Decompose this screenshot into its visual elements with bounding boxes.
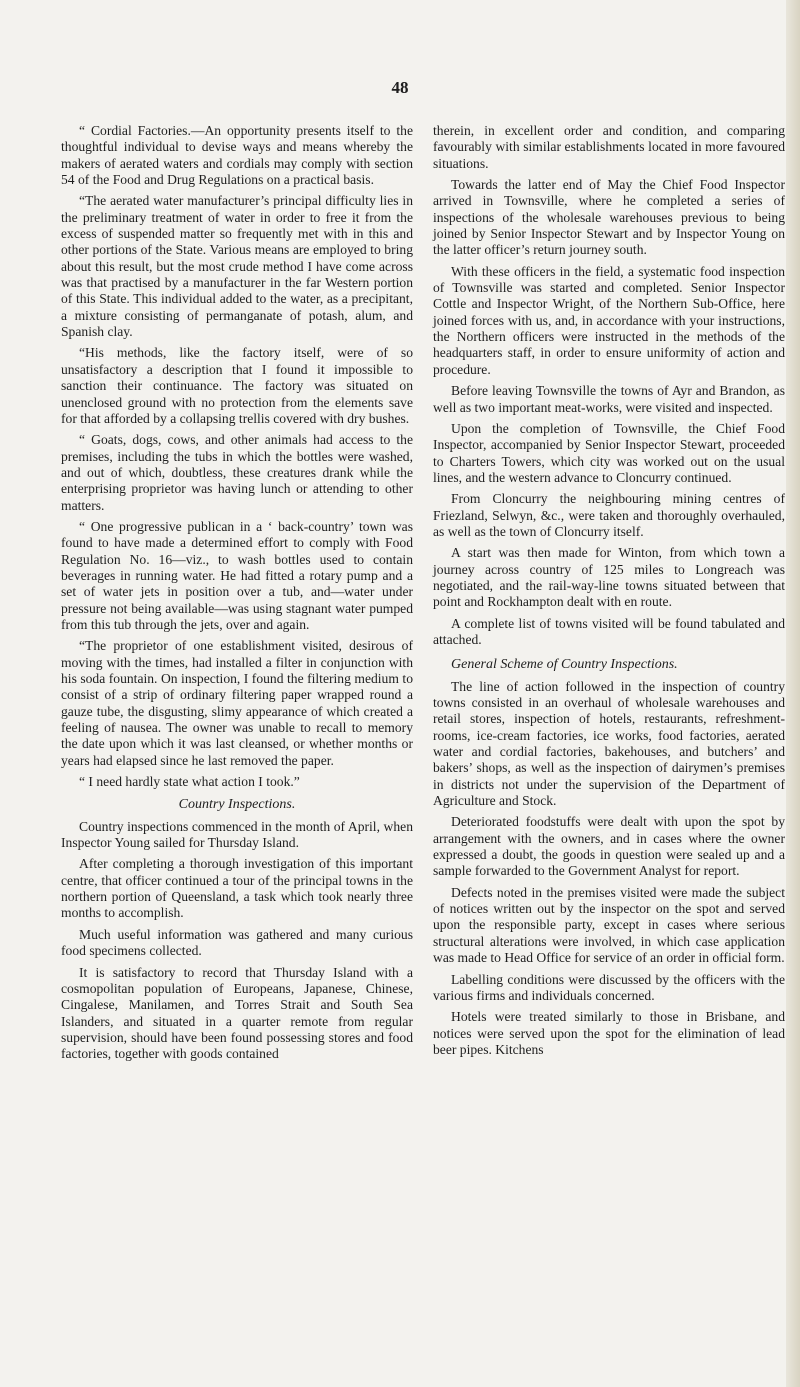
paragraph: “ Goats, dogs, cows, and other animals had access to the premises, including the tubs in which the bottles were washed, and out of which, doubtless, these creatures drank while the enterprising proprietor was having lunch or attending to other matters. <box>61 432 413 513</box>
paragraph: “ Cordial Factories.—An opportunity presents itself to the thoughtful individual to devise ways and means whereby the makers of aerated waters and cordials may comply with section 54 of the Food and Drug Regulations on a practical basis. <box>61 123 413 188</box>
section-heading-general-scheme: General Scheme of Country Inspections. <box>451 657 678 673</box>
paragraph: “ One progressive publican in a ‘ back-country’ town was found to have made a determined effort to comply with Food Regulation No. 16—viz., to wash bottles used to contain beverages in running water. He had fitted a rotary pump and a set of water jets in position over a tub, and—water under pressure not being available—was using stagnant water pumped from this tub through the jets, over and again. <box>61 518 413 632</box>
page-number: 48 <box>391 78 409 97</box>
paragraph: Much useful information was gathered and many curious food specimens collected. <box>61 926 413 959</box>
section-heading-country-inspections: Country Inspections. <box>178 797 296 813</box>
page-edge-shadow <box>786 0 800 1387</box>
paragraph: The line of action followed in the inspection of country towns consisted in an overhaul of wholesale warehouses and retail stores, inspection of hotels, restaurants, refreshment-rooms, ice-cream factories, ice works, food factories, aerated water and cordial factories, bakehouses, and butchers’ and bakers’ shops, as well as the inspection of dairymen’s premises in districts not under the supervision of the Department of Agriculture and Stock. <box>433 678 785 809</box>
paragraph: “The aerated water manufacturer’s principal difficulty lies in the preliminary treatment of water in order to free it from the excess of suspended matter so frequently met with in this and other portions of the State. Various means are employed to bring about this result, but the most crude method I have come across was that practised by a manufacturer in the far Western portion of this State. This individual added to the water, as a precipitant, a mixture consisting of permanganate of potash, alum, and Spanish clay. <box>61 193 413 340</box>
paragraph: therein, in excellent order and condition, and comparing favourably with similar establishments located in more favoured situations. <box>433 123 785 171</box>
paragraph: Upon the completion of Townsville, the Chief Food Inspector, accompanied by Senior Inspector Stewart, proceeded to Charters Towers, which city was worked out on the usual lines, and the western advance to Cloncurry continued. <box>433 420 785 485</box>
paragraph: Towards the latter end of May the Chief Food Inspector arrived in Townsville, where he completed a series of inspections of the wholesale warehouses previous to being joined by Senior Inspector Stewart and by Inspector Young on the latter officer’s return journey south. <box>433 177 785 258</box>
paragraph: “The proprietor of one establishment visited, desirous of moving with the times, had installed a filter in conjunction with his soda fountain. On inspection, I found the filtering medium to consist of a strip of ordinary filtering paper wrapped round a gauze tube, the disgusting, slimy appearance of which created a feeling of nausea. The owner was unable to recall to memory the date upon which it was last cleansed, or whether months or years had elapsed since he last removed the paper. <box>61 638 413 768</box>
paragraph: A start was then made for Winton, from which town a journey across country of 125 miles to Longreach was negotiated, and the rail-way-line towns situated between that point and Rockhampton dealt with en route. <box>433 545 785 610</box>
paragraph: Country inspections commenced in the month of April, when Inspector Young sailed for Thursday Island. <box>61 818 413 851</box>
left-column <box>61 123 413 1068</box>
paragraph: “His methods, like the factory itself, were of so unsatisfactory a description that I found it impossible to sanction their continuance. The factory was situated on unenclosed ground with no protection from the elements save for that afforded by a collapsing trellis covered with dry bushes. <box>61 345 413 426</box>
paragraph: Deteriorated foodstuffs were dealt with upon the spot by arrangement with the owners, and in cases where the owner expressed a doubt, the goods in question were sealed up and a sample forwarded to the Government Analyst for report. <box>433 814 785 879</box>
paragraph: With these officers in the field, a systematic food inspection of Townsville was started and completed. Senior Inspector Cottle and Inspector Wright, of the Northern Sub-Office, here joined forces with us, and, in accordance with your instructions, the Northern officers were instructed in the methods of the headquarters staff, in order to ensure uniformity of action and procedure. <box>433 263 785 377</box>
paragraph: It is satisfactory to record that Thursday Island with a cosmopolitan population of Europeans, Japanese, Chinese, Cingalese, Manilamen, and Torres Strait and South Sea Islanders, and situated in a quarter remote from regular supervision, should have been found possessing stores and food factories, together with goods contained <box>61 964 413 1062</box>
paragraph: From Cloncurry the neighbouring mining centres of Friezland, Selwyn, &c., were taken and thoroughly overhauled, as well as the town of Cloncurry itself. <box>433 491 785 539</box>
paragraph: “ I need hardly state what action I took.” <box>79 774 300 790</box>
paragraph: Hotels were treated similarly to those in Brisbane, and notices were served upon the spot for the elimination of lead beer pipes. Kitchens <box>433 1009 785 1057</box>
paragraph: Labelling conditions were discussed by the officers with the various firms and individuals concerned. <box>433 971 785 1003</box>
paragraph: A complete list of towns visited will be found tabulated and attached. <box>433 615 785 647</box>
right-column <box>433 123 785 1063</box>
paragraph: Defects noted in the premises visited were made the subject of notices written out by the inspector on the spot and served upon the responsible party, except in cases where serious structural alterations were involved, in which case application was made to Head Office for service of an order in official form. <box>433 884 785 966</box>
paragraph: Before leaving Townsville the towns of Ayr and Brandon, as well as two important meat-works, were visited and inspected. <box>433 383 785 415</box>
paragraph: After completing a thorough investigation of this important centre, that officer continued a tour of the principal towns in the northern portion of Queensland, a task which took nearly three months to accomplish. <box>61 856 413 921</box>
